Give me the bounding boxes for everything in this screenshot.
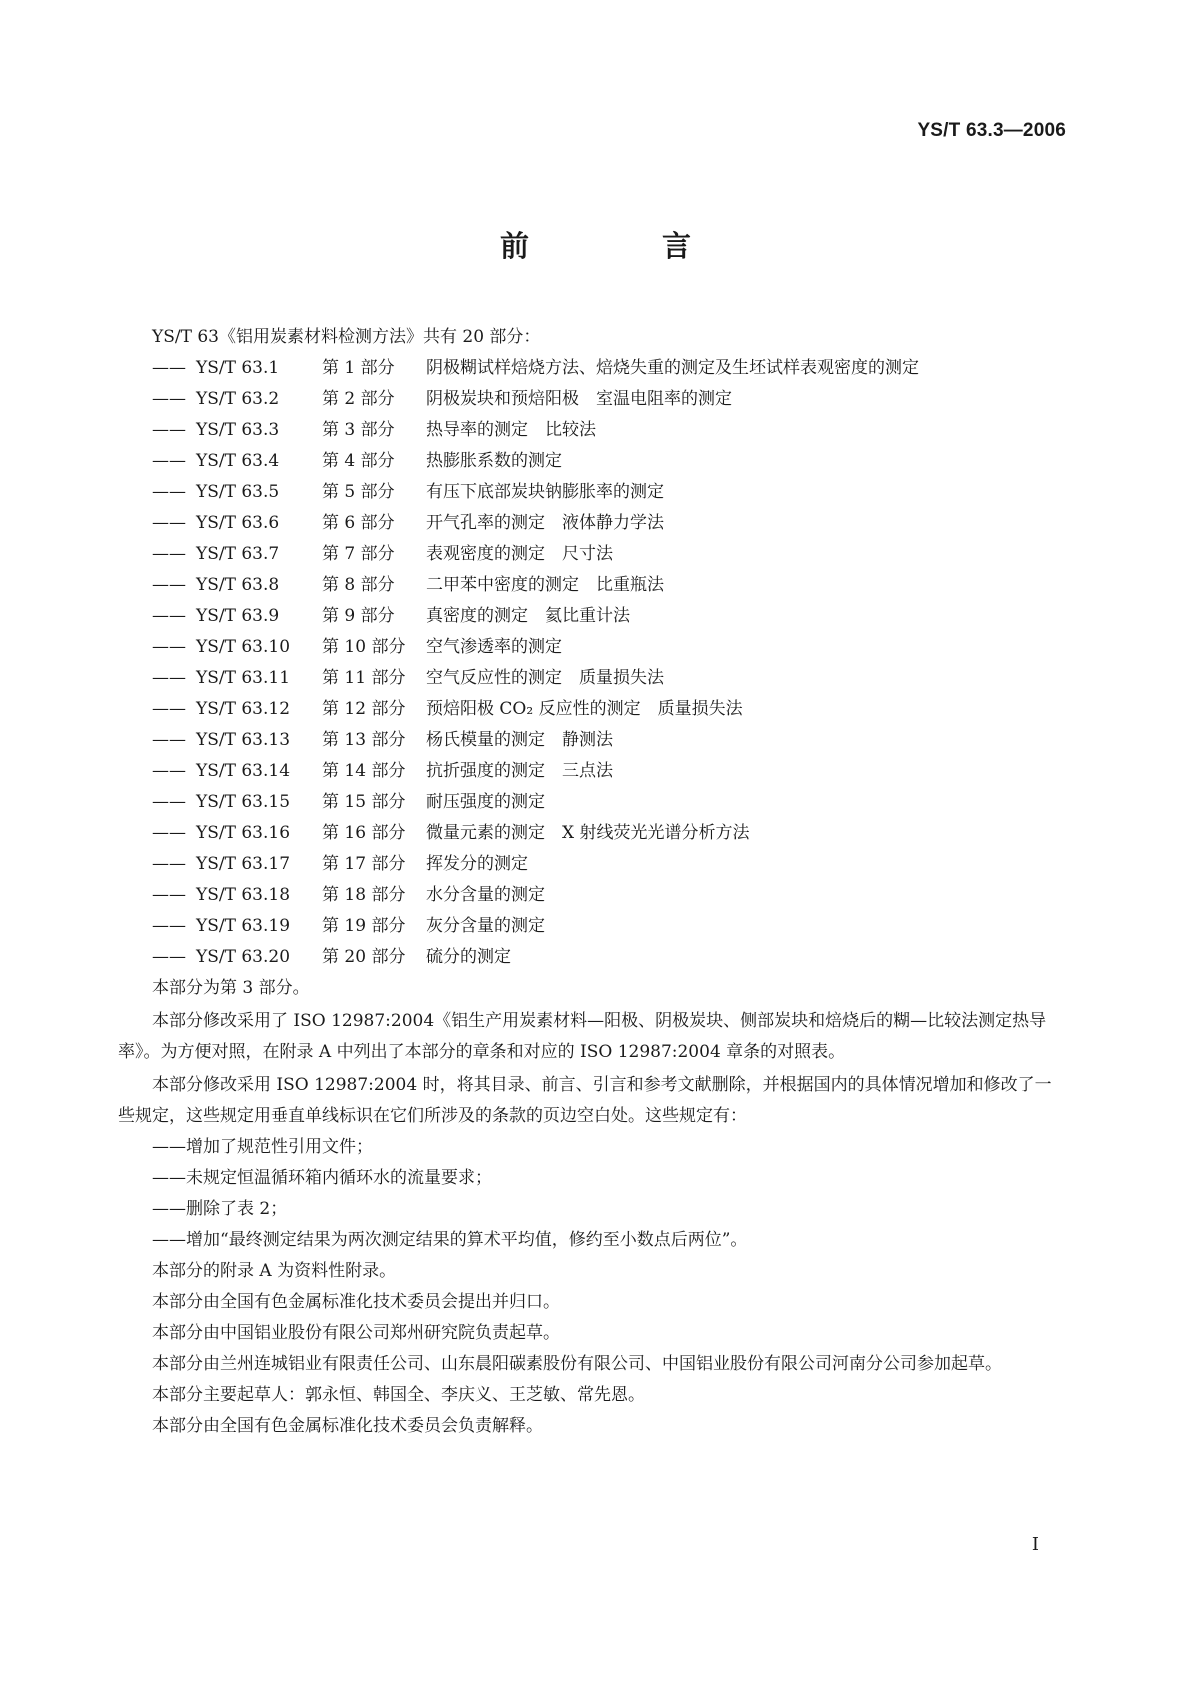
part-number: 第 6 部分	[322, 513, 395, 533]
part-dash: ——	[152, 358, 186, 378]
modification-paragraph: 本部分修改采用 ISO 12987:2004 时，将其目录、前言、引言和参考文献删除，并根据国内的具体情况增加和修改了一些规定，这些规定用垂直单线标识在它们所涉及的条款的页边空白处。这些规定有：	[118, 1075, 1052, 1126]
part-code: YS/T 63.16	[196, 823, 291, 843]
part-number: 第 9 部分	[322, 606, 395, 626]
part-title: 热膨胀系数的测定	[426, 451, 562, 471]
change-item: ——增加“最终测定结果为两次测定结果的算术平均值，修约至小数点后两位”。	[152, 1230, 748, 1250]
part-title: 真密度的测定 氦比重计法	[426, 606, 630, 626]
part-title: 开气孔率的测定 液体静力学法	[426, 513, 664, 533]
part-row	[118, 446, 1058, 477]
part-dash: ——	[152, 482, 186, 502]
part-row	[118, 415, 1058, 446]
this-part-paragraph: 本部分为第 3 部分。	[152, 978, 310, 998]
part-row	[118, 632, 1058, 663]
part-dash: ——	[152, 575, 186, 595]
part-row	[118, 539, 1058, 570]
part-code: YS/T 63.9	[196, 606, 280, 626]
part-code: YS/T 63.12	[196, 699, 291, 719]
part-row	[118, 725, 1058, 756]
part-code: YS/T 63.19	[196, 916, 291, 936]
part-number: 第 14 部分	[322, 761, 406, 781]
part-dash: ——	[152, 451, 186, 471]
part-code: YS/T 63.13	[196, 730, 291, 750]
part-title: 阴极炭块和预焙阳极 室温电阻率的测定	[426, 389, 732, 409]
part-title: 空气渗透率的测定	[426, 637, 562, 657]
page-title: 前 言	[499, 229, 743, 263]
part-row	[118, 477, 1058, 508]
part-title: 耐压强度的测定	[426, 792, 545, 812]
part-title: 二甲苯中密度的测定 比重瓶法	[426, 575, 664, 595]
part-title: 热导率的测定 比较法	[426, 420, 596, 440]
participants-paragraph: 本部分由兰州连城铝业有限责任公司、山东晨阳碳素股份有限公司、中国铝业股份有限公司河南分公司参加起草。	[152, 1354, 1002, 1374]
part-dash: ——	[152, 668, 186, 688]
part-number: 第 1 部分	[322, 358, 395, 378]
part-title: 灰分含量的测定	[426, 916, 545, 936]
part-row	[118, 756, 1058, 787]
part-title: 挥发分的测定	[426, 854, 528, 874]
part-code: YS/T 63.5	[196, 482, 280, 502]
drafted-by-paragraph: 本部分由中国铝业股份有限公司郑州研究院负责起草。	[152, 1323, 560, 1343]
part-number: 第 5 部分	[322, 482, 395, 502]
part-number: 第 10 部分	[322, 637, 406, 657]
proposed-paragraph: 本部分由全国有色金属标准化技术委员会提出并归口。	[152, 1292, 560, 1312]
adoption-paragraph: 本部分修改采用了 ISO 12987:2004《铝生产用炭素材料—阳极、阴极炭块、侧部炭块和焙烧后的糊—比较法测定热导率》。为方便对照，在附录 A 中列出了本部分的章条和对应的 ISO 12987:2004 章条的对照表。	[118, 1011, 1047, 1062]
part-dash: ——	[152, 916, 186, 936]
page-number: I	[1031, 1534, 1039, 1555]
part-number: 第 12 部分	[322, 699, 406, 719]
part-title: 水分含量的测定	[426, 885, 545, 905]
part-dash: ——	[152, 389, 186, 409]
part-code: YS/T 63.17	[196, 854, 291, 874]
part-number: 第 18 部分	[322, 885, 406, 905]
part-row	[118, 601, 1058, 632]
part-code: YS/T 63.20	[196, 947, 291, 967]
part-row	[118, 942, 1058, 973]
standard-code-header: YS/T 63.3—2006	[917, 120, 1066, 141]
part-title: 表观密度的测定 尺寸法	[426, 544, 613, 564]
part-code: YS/T 63.1	[196, 358, 280, 378]
part-dash: ——	[152, 699, 186, 719]
part-code: YS/T 63.14	[196, 761, 291, 781]
part-dash: ——	[152, 761, 186, 781]
part-number: 第 20 部分	[322, 947, 406, 967]
part-code: YS/T 63.10	[196, 637, 291, 657]
part-dash: ——	[152, 513, 186, 533]
foreword-body	[118, 322, 1058, 1442]
part-row	[118, 849, 1058, 880]
part-number: 第 8 部分	[322, 575, 395, 595]
part-number: 第 2 部分	[322, 389, 395, 409]
part-row	[118, 508, 1058, 539]
part-row	[118, 694, 1058, 725]
part-number: 第 13 部分	[322, 730, 406, 750]
part-title: 阴极糊试样焙烧方法、焙烧失重的测定及生坯试样表观密度的测定	[426, 358, 919, 378]
part-code: YS/T 63.2	[196, 389, 280, 409]
part-number: 第 3 部分	[322, 420, 395, 440]
part-dash: ——	[152, 947, 186, 967]
change-item: ——未规定恒温循环箱内循环水的流量要求；	[152, 1168, 492, 1188]
part-code: YS/T 63.3	[196, 420, 280, 440]
part-dash: ——	[152, 885, 186, 905]
part-code: YS/T 63.18	[196, 885, 291, 905]
part-code: YS/T 63.4	[196, 451, 280, 471]
interpretation-paragraph: 本部分由全国有色金属标准化技术委员会负责解释。	[152, 1416, 543, 1436]
parts-list	[118, 353, 1058, 973]
part-row	[118, 384, 1058, 415]
part-row	[118, 787, 1058, 818]
change-item: ——删除了表 2；	[152, 1199, 288, 1219]
part-code: YS/T 63.15	[196, 792, 291, 812]
part-dash: ——	[152, 606, 186, 626]
part-dash: ——	[152, 420, 186, 440]
part-title: 抗折强度的测定 三点法	[426, 761, 613, 781]
part-number: 第 15 部分	[322, 792, 406, 812]
intro-paragraph: YS/T 63《铝用炭素材料检测方法》共有 20 部分：	[152, 327, 541, 347]
part-row	[118, 818, 1058, 849]
change-item: ——增加了规范性引用文件；	[152, 1137, 373, 1157]
part-title: 预焙阳极 CO₂ 反应性的测定 质量损失法	[426, 699, 743, 719]
drafters-paragraph: 本部分主要起草人：郭永恒、韩国全、李庆义、王芝敏、常先恩。	[152, 1385, 645, 1405]
part-code: YS/T 63.7	[196, 544, 280, 564]
part-title: 微量元素的测定 X 射线荧光光谱分析方法	[426, 823, 750, 843]
part-dash: ——	[152, 823, 186, 843]
part-number: 第 19 部分	[322, 916, 406, 936]
part-code: YS/T 63.11	[196, 668, 291, 688]
part-row	[118, 353, 1058, 384]
part-title: 硫分的测定	[426, 947, 511, 967]
part-code: YS/T 63.8	[196, 575, 280, 595]
part-dash: ——	[152, 637, 186, 657]
part-number: 第 11 部分	[322, 668, 406, 688]
part-dash: ——	[152, 792, 186, 812]
part-number: 第 17 部分	[322, 854, 406, 874]
part-row	[118, 663, 1058, 694]
part-row	[118, 880, 1058, 911]
part-title: 有压下底部炭块钠膨胀率的测定	[426, 482, 664, 502]
part-code: YS/T 63.6	[196, 513, 280, 533]
part-number: 第 4 部分	[322, 451, 395, 471]
part-row	[118, 911, 1058, 942]
part-title: 杨氏模量的测定 静测法	[426, 730, 613, 750]
part-dash: ——	[152, 854, 186, 874]
part-title: 空气反应性的测定 质量损失法	[426, 668, 664, 688]
part-dash: ——	[152, 730, 186, 750]
part-number: 第 16 部分	[322, 823, 406, 843]
annex-paragraph: 本部分的附录 A 为资料性附录。	[152, 1261, 397, 1281]
part-number: 第 7 部分	[322, 544, 395, 564]
part-dash: ——	[152, 544, 186, 564]
part-row	[118, 570, 1058, 601]
